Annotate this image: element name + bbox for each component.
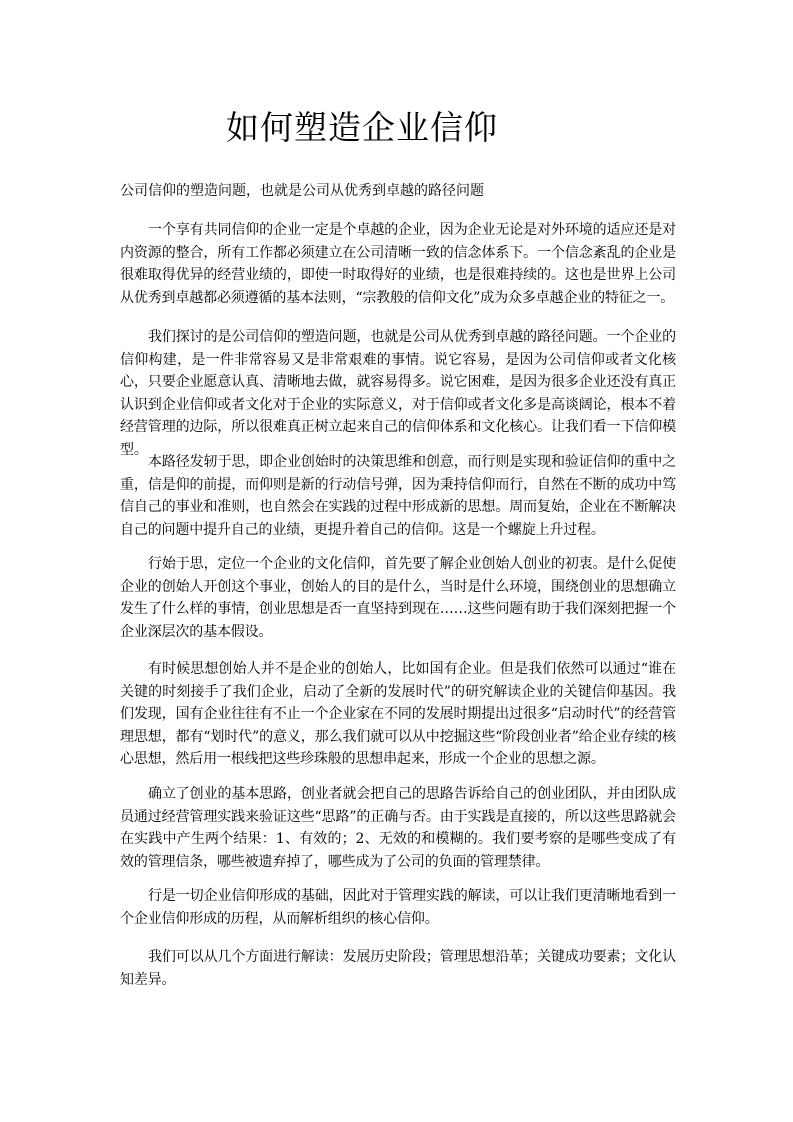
paragraph-5: 有时候思想创始人并不是企业的创始人，比如国有企业。但是我们依然可以通过“谁在关键的时刻接手了我们企业，启动了全新的发展时代”的研究解读企业的关键信仰基因。我们发现，国有企业往往有不止一个企业家在不同的发展时期提出过很多“启动时代”的经营管理思想，都有“划时代”的意义，那么我们就可以从中挖掘这些“阶段创业者”给企业存续的核心思想，然后用一根线把这些珍珠般的思想串起来，形成一个企业的思想之源。	[120, 661, 676, 768]
document-title: 如何塑造企业信仰	[226, 108, 498, 147]
paragraph-4: 行始于思，定位一个企业的文化信仰，首先要了解企业创始人创业的初衷。是什么促使企业的创始人开创这个事业，创始人的目的是什么，当时是什么环境，围绕创业的思想确立发生了什么样的事情，创业思想是否一直坚持到现在……这些问题有助于我们深刻把握一个企业深层次的基本假设。	[120, 556, 676, 640]
paragraph-8: 我们可以从几个方面进行解读：发展历史阶段；管理思想沿革；关键成功要素；文化认知差异。	[120, 949, 676, 988]
paragraph-2: 我们探讨的是公司信仰的塑造问题，也就是公司从优秀到卓越的路径问题。一个企业的信仰构建，是一件非常容易又是非常艰难的事情。说它容易，是因为公司信仰或者文化核心，只要企业愿意认真、清晰地去做，就容易得多。说它困难，是因为很多企业还没有真正认识到企业信仰或者文化对于企业的实际意义，对于信仰或者文化多是高谈阔论，根本不着经营管理的边际，所以很难真正树立起来自己的信仰体系和文化核心。让我们看一下信仰模型。	[120, 329, 676, 458]
paragraph-1: 一个享有共同信仰的企业一定是个卓越的企业，因为企业无论是对外环境的适应还是对内资源的整合，所有工作都必须建立在公司清晰一致的信念体系下。一个信念紊乱的企业是很难取得优异的经营业绩的，即使一时取得好的业绩，也是很难持续的。这也是世界上公司从优秀到卓越都必须遵循的基本法则，“宗教般的信仰文化”成为众多卓越企业的特征之一。	[120, 222, 676, 306]
paragraph-7: 行是一切企业信仰形成的基础，因此对于管理实践的解读，可以让我们更清晰地看到一个企业信仰形成的历程，从而解析组织的核心信仰。	[120, 888, 676, 927]
paragraph-3: 本路径发轫于思，即企业创始时的决策思维和创意，而行则是实现和验证信仰的重中之重，信是仰的前提，而仰则是新的行动信号弹，因为秉持信仰而行，自然在不断的成功中笃信自己的事业和准则，也自然会在实践的过程中形成新的思想。周而复始，企业在不断解决自己的问题中提升自己的业绩，更提升着自己的信仰。这是一个螺旋上升过程。	[120, 454, 676, 538]
paragraph-6: 确立了创业的基本思路，创业者就会把自己的思路告诉给自己的创业团队，并由团队成员通过经营管理实践来验证这些“思路”的正确与否。由于实践是直接的，所以这些思路就会在实践中产生两个结果：1、有效的；2、无效的和模糊的。我们要考察的是哪些变成了有效的管理信条，哪些被遗弃掉了，哪些成为了公司的负面的管理禁律。	[120, 786, 676, 870]
document-subtitle: 公司信仰的塑造问题，也就是公司从优秀到卓越的路径问题	[120, 183, 484, 199]
